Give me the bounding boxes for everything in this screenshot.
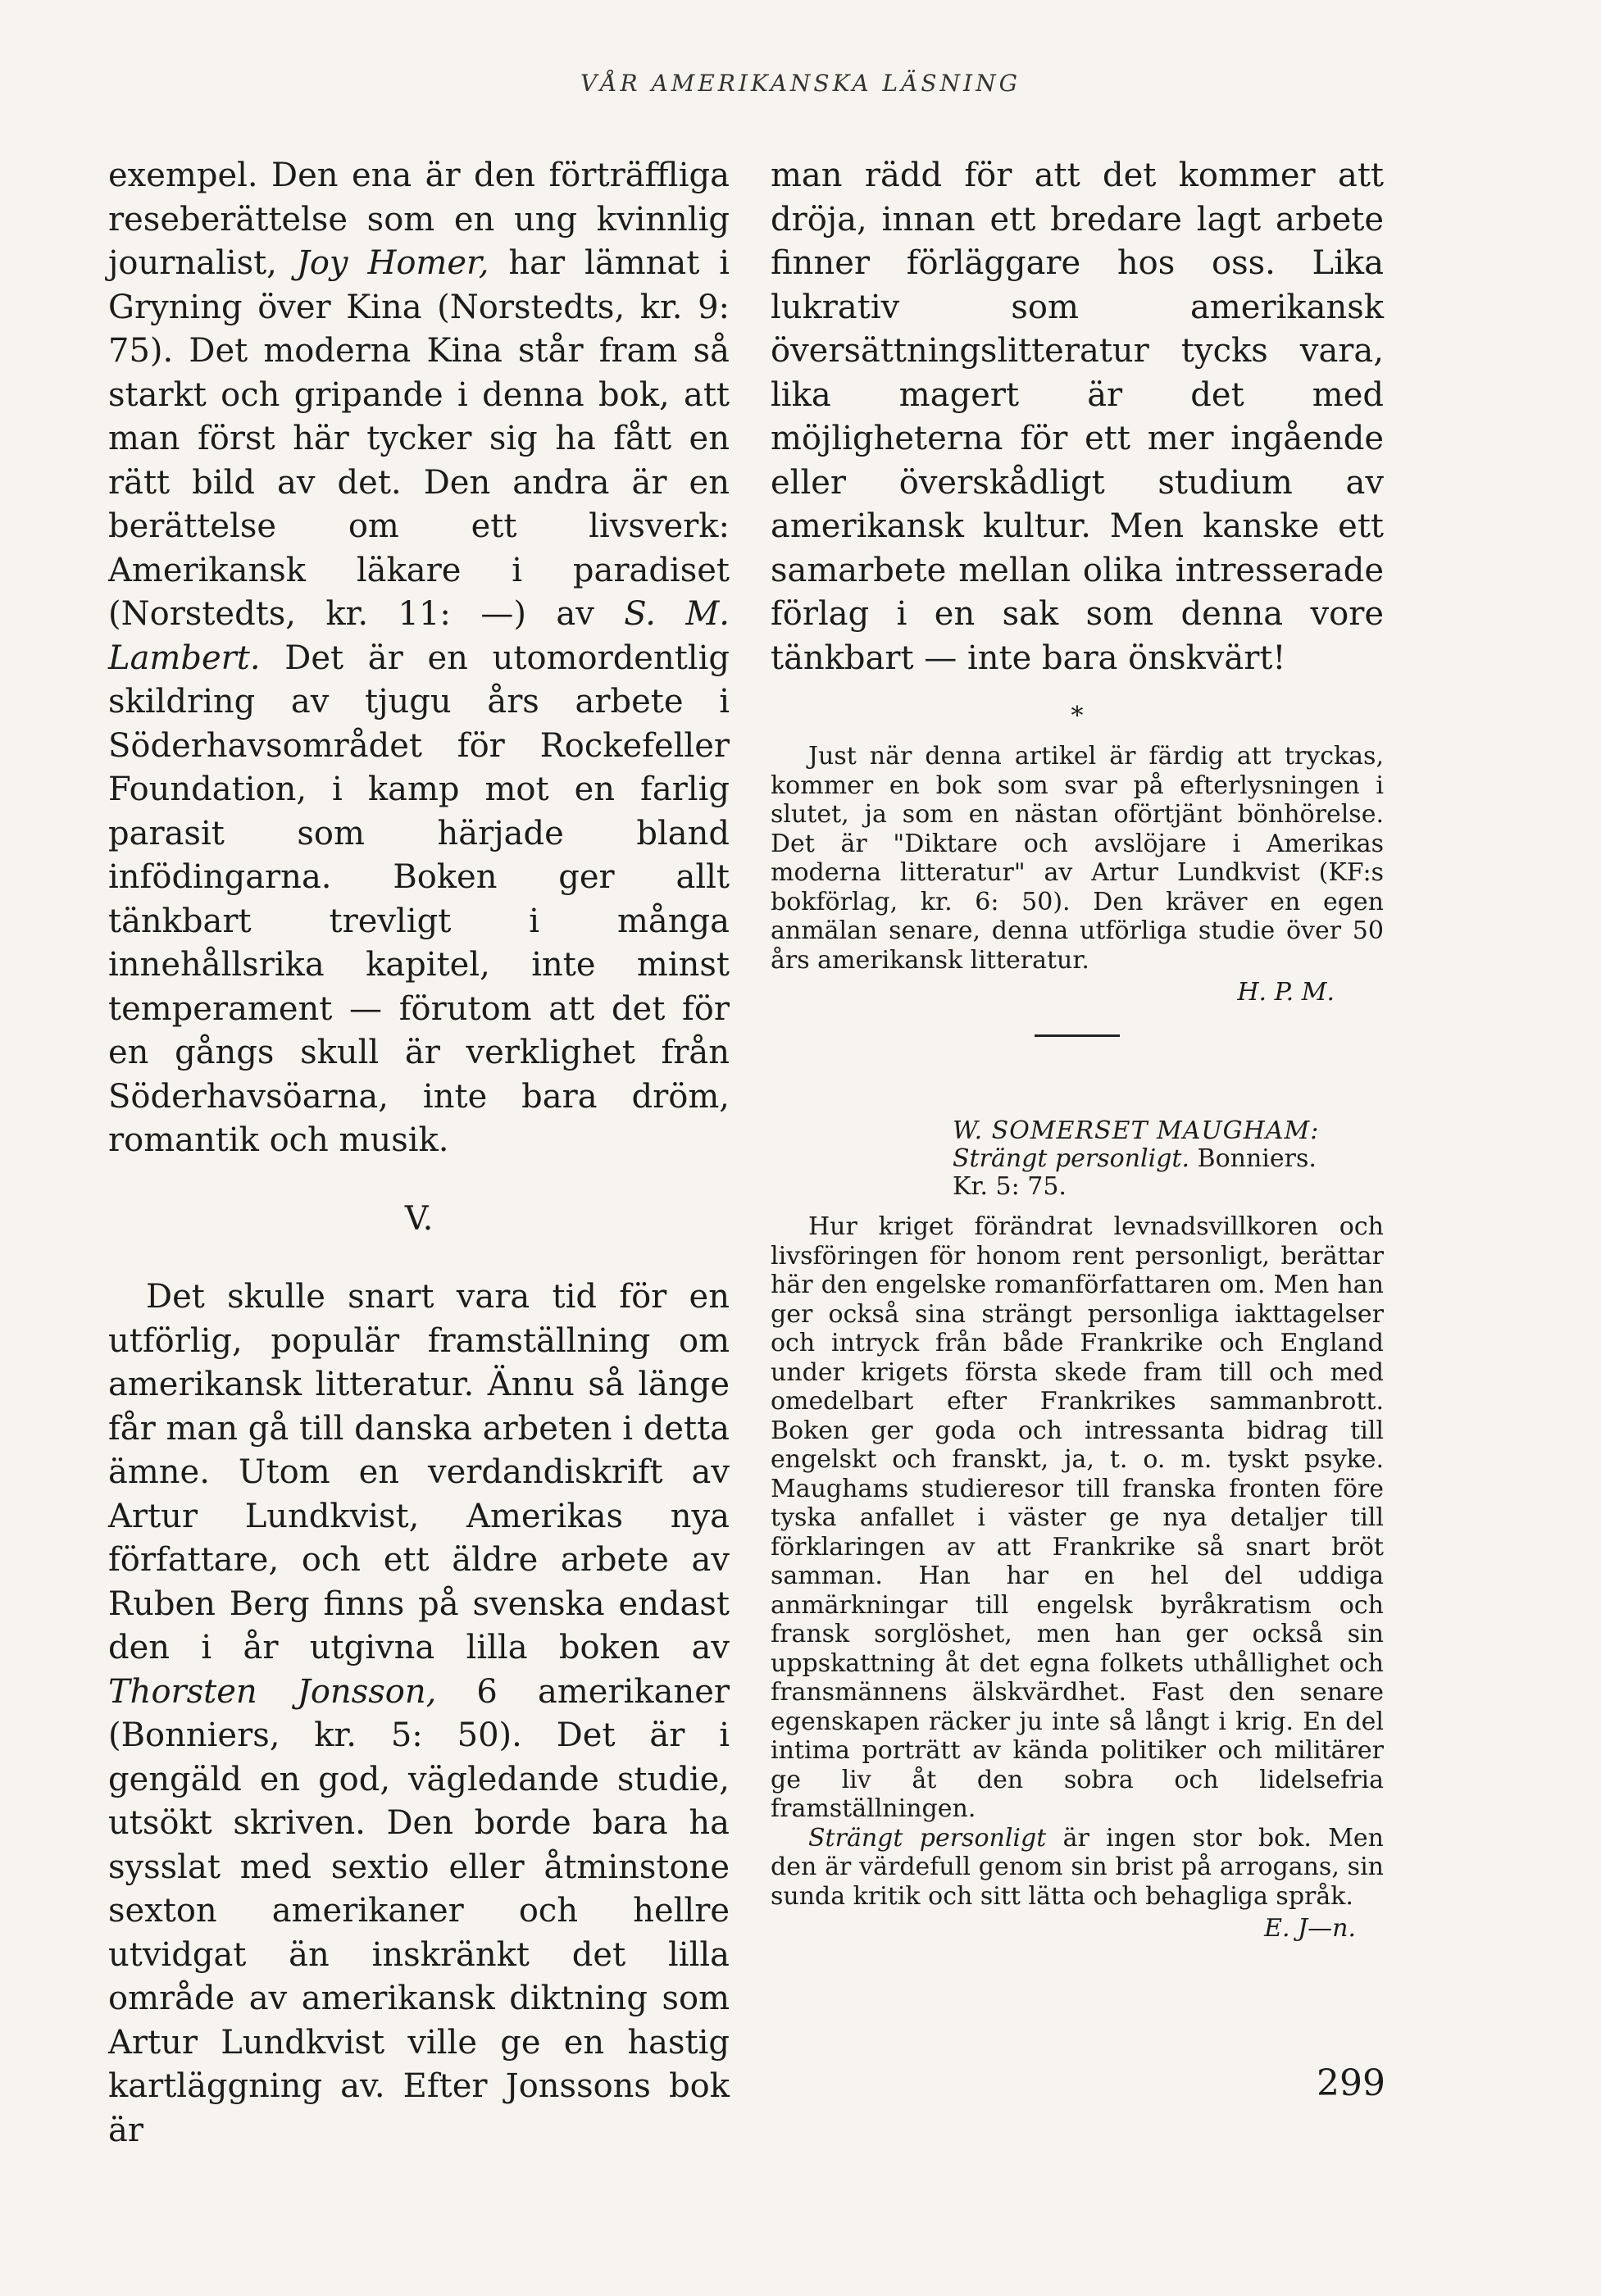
paragraph-continuation: man rädd för att det kommer att dröja, innan ett bredare lagt arbete finner förläggare hos oss. Lika lukrativ som amerikansk översättningslitteratur tycks vara, lika magert är det med möjligheterna för ett mer ingående eller överskådligt studium av amerikansk kultur. Men kanske ett samarbete mellan olika intresserade förlag i en sak som denna vore tänkbart — inte bara önskvärt!	[771, 157, 1384, 677]
author-name-joy-homer: Joy Homer,	[296, 244, 489, 282]
review-publisher: Bonniers.	[1189, 1144, 1317, 1173]
text-run: har lämnat i Gryning över Kina (Norstedts, kr. 9: 75). Det moderna Kina står fram så starkt och gripande i denna bok, att man först här tycker sig ha fått en rätt bild av det. Den andra är en berättelse om ett livsverk: Amerikansk läkare i paradiset (Norstedts, kr. 11: —) av	[108, 244, 730, 633]
divider-rule	[1035, 1034, 1120, 1037]
note-signature: H. P. M.	[1237, 978, 1335, 1007]
review-price: Kr. 5: 75.	[953, 1172, 1067, 1201]
review-paragraph: Hur kriget förändrat levnadsvillkoren och livsföringen för honom rent personligt, berättar här den engelske romanförfattaren om. Men han ger också sina strängt personliga iakttagelser och intryck från både Frankrike och England under krigets första skede fram till och med omedelbart efter Frankrikes sammanbrott. Boken ger goda och intressanta bidrag till engelskt och franskt, ja, t. o. m. tyskt psyke. Maughams studieresor till franska fronten före tyska anfallet i väster ge nya detaljer till förklaringen av att Frankrike så snart bröt samman. Han har en hel del uddiga anmärkningar till engelsk byråkratism och fransk sorglöshet, men han ger också sin uppskattning åt det egna folkets uthållighet och fransmännens älskvärdhet. Fast den senare egenskapen räcker ju inte så långt i krig. En del intima porträtt av kända politiker och militärer ge liv åt den sobra och lidelsefria framställningen.	[771, 1212, 1384, 1823]
page-number: 299	[1317, 2062, 1385, 2104]
review-author: W. SOMERSET MAUGHAM:	[953, 1116, 1320, 1145]
review-heading	[771, 1117, 1384, 1201]
author-name-lambert: S. M. Lambert.	[108, 595, 730, 677]
review-title-ref: Strängt personligt	[808, 1823, 1047, 1853]
paragraph-american-literature	[108, 1275, 730, 2153]
paragraph-books-kina-lambert	[108, 154, 730, 1163]
review-conclusion	[771, 1824, 1384, 1912]
left-column	[108, 154, 730, 2153]
running-header: VÅR AMERIKANSKA LÄSNING	[580, 70, 1021, 97]
author-name-thorsten-jonsson: Thorsten Jonsson,	[108, 1672, 437, 1711]
right-column	[771, 154, 1384, 1943]
review-signature: E. J—n.	[1264, 1914, 1356, 1943]
text-run: Det är en utomordentlig skildring av tjugu års arbete i Söderhavsområdet för Rockefeller Foundation, i kamp mot en farlig parasit som härjade bland infödingarna. Boken ger allt tänkbart trevligt i många innehållsrika kapitel, inte minst temperament — förutom att det för en gångs skull är verklighet från Söderhavsöarna, inte bara dröm, romantik och musik.	[108, 639, 730, 1159]
review-title: Strängt personligt.	[953, 1144, 1190, 1173]
text-run: 6 amerikaner (Bonniers, kr. 5: 50). Det är i gengäld en god, vägledande studie, utsökt skriven. Den borde bara ha sysslat med sextio eller åtminstone sexton amerikaner och hellre utvidgat än inskränkt det lilla område av amerikansk diktning som Artur Lundkvist ville ge en hastig kartläggning av. Efter Jonssons bok är	[108, 1672, 730, 2149]
text-run: Det skulle snart vara tid för en utförlig, populär framställning om amerikansk litteratur. Ännu så länge får man gå till danska arbeten i detta ämne. Utom en verdandiskrift av Artur Lundkvist, Amerikas nya författare, och ett äldre arbete av Ruben Berg finns på svenska endast den i år utgivna lilla boken av	[108, 1278, 730, 1666]
section-number: V.	[404, 1199, 434, 1238]
asterisk-separator: *	[1071, 702, 1084, 730]
postscript-note: Just när denna artikel är färdig att tryckas, kommer en bok som svar på efterlysningen i slutet, ja som en nästan oförtjänt bönhörelse. Det är "Diktare och avslöjare i Amerikas moderna litteratur" av Artur Lundkvist (KF:s bokförlag, kr. 6: 50). Den kräver en egen anmälan senare, denna utförliga studie över 50 års amerikansk litteratur.	[771, 742, 1384, 975]
text-run: exempel. Den ena är den förträffliga reseberättelse som en ung kvinnlig journalist,	[108, 157, 730, 282]
text-run: är ingen stor bok. Men den är värdefull genom sin brist på arrogans, sin sunda kritik och sitt lätta och behagliga språk.	[771, 1823, 1384, 1911]
